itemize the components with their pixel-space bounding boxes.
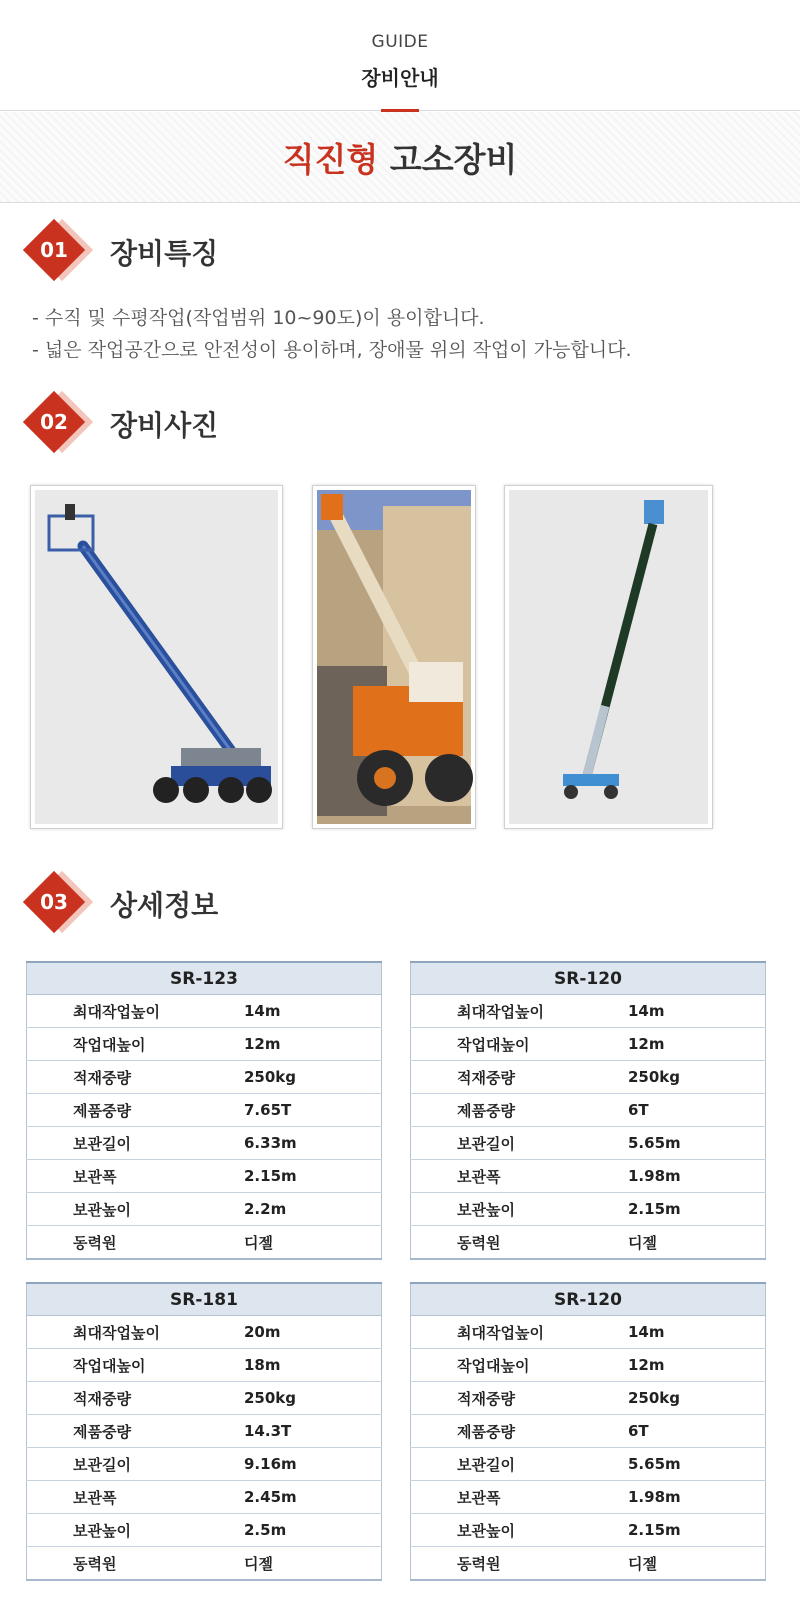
section-header-features	[28, 220, 428, 284]
spec-key: 동력원	[411, 1226, 629, 1260]
guide-label: GUIDE	[371, 32, 429, 52]
table-row	[27, 1349, 382, 1382]
spec-value: 2.5m	[244, 1514, 382, 1547]
section-number: 03	[40, 890, 68, 914]
table-row	[411, 1448, 766, 1481]
section-title: 장비사진	[110, 409, 219, 442]
section-title: 상세정보	[110, 889, 219, 922]
spec-value: 20m	[244, 1316, 382, 1349]
spec-key: 적재중량	[27, 1382, 245, 1415]
table-row	[27, 1094, 382, 1127]
section-title: 장비특징	[110, 237, 219, 270]
guide-subtitle: 장비안내	[361, 66, 439, 90]
table-row	[27, 1448, 382, 1481]
spec-key: 보관폭	[411, 1160, 629, 1193]
table-row	[411, 1481, 766, 1514]
table-row	[27, 1382, 382, 1415]
spec-value: 2.15m	[628, 1193, 766, 1226]
spec-value: 2.15m	[628, 1514, 766, 1547]
spec-value: 2.2m	[244, 1193, 382, 1226]
spec-value: 디젤	[628, 1547, 766, 1581]
spec-value: 디젤	[244, 1547, 382, 1581]
spec-table-2	[410, 961, 766, 1260]
spec-key: 제품중량	[411, 1094, 629, 1127]
spec-key: 제품중량	[411, 1415, 629, 1448]
spec-key: 최대작업높이	[27, 995, 245, 1028]
spec-value: 2.15m	[244, 1160, 382, 1193]
table-row	[411, 1316, 766, 1349]
spec-table-1	[26, 961, 382, 1260]
table-row	[27, 1316, 382, 1349]
spec-key: 보관높이	[411, 1193, 629, 1226]
table-row	[411, 1382, 766, 1415]
spec-key: 보관길이	[411, 1448, 629, 1481]
spec-key: 보관폭	[27, 1160, 245, 1193]
spec-value: 7.65T	[244, 1094, 382, 1127]
table-model: SR-123	[27, 962, 382, 995]
equipment-photo-2	[312, 485, 476, 829]
table-row	[27, 1160, 382, 1193]
spec-value: 5.65m	[628, 1127, 766, 1160]
spec-value: 14.3T	[244, 1415, 382, 1448]
spec-key: 보관길이	[27, 1448, 245, 1481]
table-row	[411, 995, 766, 1028]
table-row	[27, 1514, 382, 1547]
page-title	[0, 134, 800, 181]
spec-key: 동력원	[411, 1547, 629, 1581]
table-row	[27, 1547, 382, 1581]
table-row	[411, 1160, 766, 1193]
table-row	[411, 1061, 766, 1094]
spec-key: 보관높이	[411, 1514, 629, 1547]
section-header-specs	[28, 872, 428, 936]
table-row	[411, 1514, 766, 1547]
table-row	[27, 1193, 382, 1226]
spec-key: 최대작업높이	[411, 995, 629, 1028]
table-row	[411, 1094, 766, 1127]
table-row	[411, 1415, 766, 1448]
table-row	[27, 1226, 382, 1260]
table-model: SR-120	[411, 1283, 766, 1316]
accent-tick	[381, 109, 419, 112]
table-row	[27, 1127, 382, 1160]
table-row	[411, 1028, 766, 1061]
section-header-photos	[28, 392, 428, 456]
spec-value: 12m	[244, 1028, 382, 1061]
spec-key: 보관높이	[27, 1514, 245, 1547]
spec-key: 적재중량	[27, 1061, 245, 1094]
equipment-photo-3	[504, 485, 713, 829]
spec-key: 작업대높이	[27, 1349, 245, 1382]
spec-value: 디젤	[628, 1226, 766, 1260]
spec-table-4	[410, 1282, 766, 1581]
table-row	[27, 1028, 382, 1061]
table-row	[411, 1349, 766, 1382]
feature-list	[32, 302, 632, 366]
spec-key: 동력원	[27, 1547, 245, 1581]
spec-key: 보관높이	[27, 1193, 245, 1226]
spec-value: 12m	[628, 1028, 766, 1061]
table-row	[27, 1481, 382, 1514]
spec-value: 5.65m	[628, 1448, 766, 1481]
page-title-rest: 고소장비	[389, 140, 518, 179]
table-row	[411, 1226, 766, 1260]
spec-value: 6.33m	[244, 1127, 382, 1160]
feature-item: - 수직 및 수평작업(작업범위 10~90도)이 용이합니다.	[32, 307, 485, 329]
table-row	[411, 1193, 766, 1226]
spec-value: 6T	[628, 1415, 766, 1448]
spec-key: 작업대높이	[411, 1028, 629, 1061]
spec-value: 2.45m	[244, 1481, 382, 1514]
spec-value: 1.98m	[628, 1160, 766, 1193]
spec-value: 250kg	[244, 1382, 382, 1415]
spec-key: 보관길이	[411, 1127, 629, 1160]
page-title-accent: 직진형	[282, 140, 379, 179]
spec-key: 적재중량	[411, 1382, 629, 1415]
table-row	[27, 995, 382, 1028]
spec-key: 제품중량	[27, 1094, 245, 1127]
spec-key: 보관폭	[411, 1481, 629, 1514]
section-number: 01	[40, 238, 68, 262]
spec-value: 9.16m	[244, 1448, 382, 1481]
spec-value: 14m	[628, 995, 766, 1028]
spec-value: 14m	[244, 995, 382, 1028]
spec-key: 보관폭	[27, 1481, 245, 1514]
spec-value: 디젤	[244, 1226, 382, 1260]
spec-key: 작업대높이	[411, 1349, 629, 1382]
table-row	[27, 1061, 382, 1094]
spec-value: 6T	[628, 1094, 766, 1127]
spec-key: 최대작업높이	[411, 1316, 629, 1349]
table-row	[411, 1127, 766, 1160]
spec-value: 12m	[628, 1349, 766, 1382]
section-number: 02	[40, 410, 68, 434]
table-model: SR-120	[411, 962, 766, 995]
spec-key: 제품중량	[27, 1415, 245, 1448]
spec-key: 동력원	[27, 1226, 245, 1260]
spec-key: 작업대높이	[27, 1028, 245, 1061]
equipment-photo-1	[30, 485, 283, 829]
table-row	[411, 1547, 766, 1581]
spec-key: 보관길이	[27, 1127, 245, 1160]
spec-table-3	[26, 1282, 382, 1581]
table-model: SR-181	[27, 1283, 382, 1316]
spec-key: 최대작업높이	[27, 1316, 245, 1349]
spec-value: 18m	[244, 1349, 382, 1382]
spec-key: 적재중량	[411, 1061, 629, 1094]
spec-value: 1.98m	[628, 1481, 766, 1514]
spec-value: 14m	[628, 1316, 766, 1349]
spec-value: 250kg	[244, 1061, 382, 1094]
feature-item: - 넓은 작업공간으로 안전성이 용이하며, 장애물 위의 작업이 가능합니다.	[32, 339, 632, 361]
table-row	[27, 1415, 382, 1448]
spec-value: 250kg	[628, 1382, 766, 1415]
spec-value: 250kg	[628, 1061, 766, 1094]
